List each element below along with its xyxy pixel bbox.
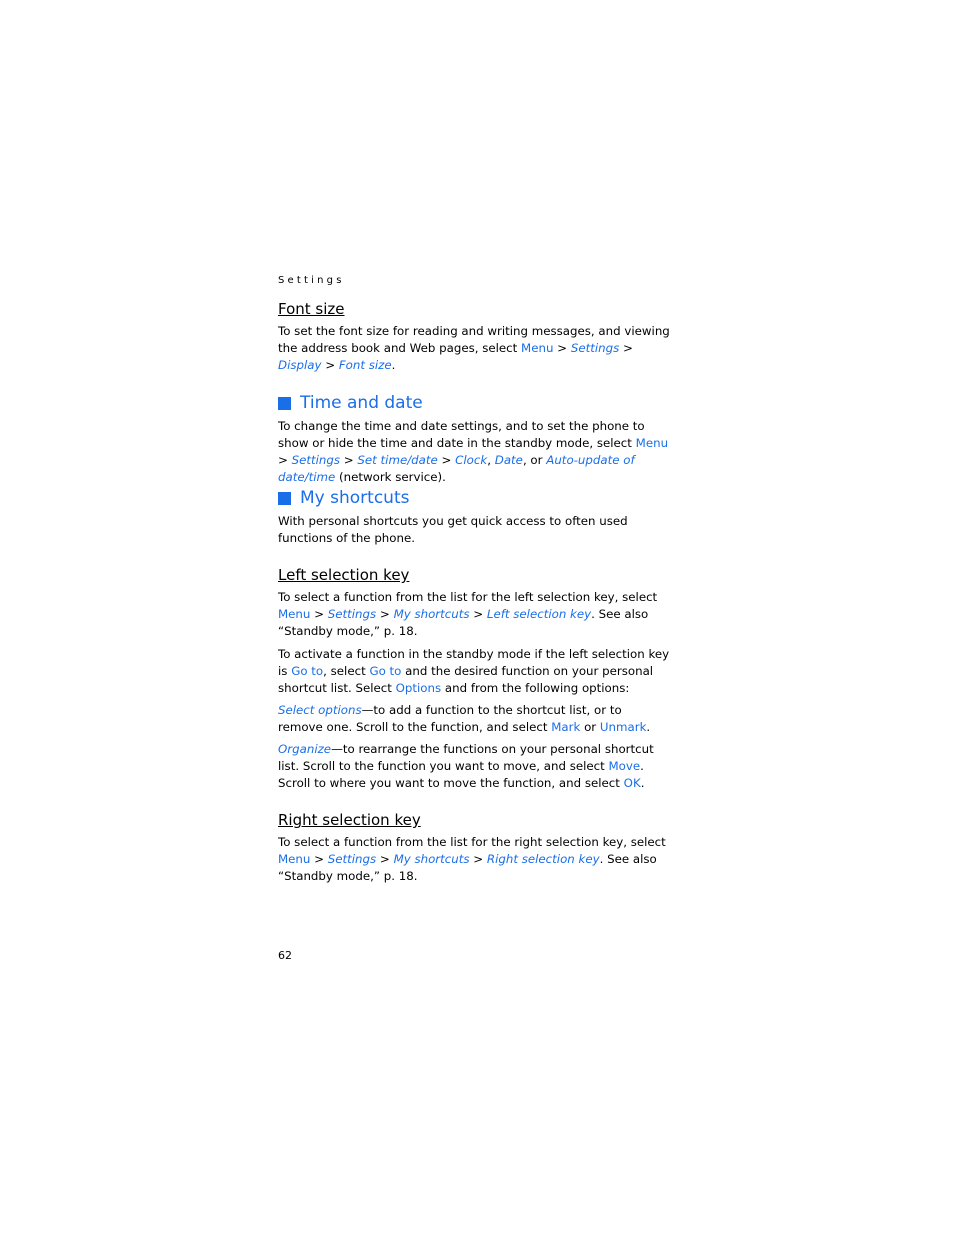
page-number: 62 [278,949,292,962]
my-shortcuts-keyword: My shortcuts [393,607,470,621]
set-time-date-keyword: Set time/date [357,453,438,467]
go-to-keyword: Go to [291,664,324,678]
organize-paragraph: Organize—to rearrange the functions on your personal shortcut list. Scroll to the function you want to move, and select Move. Scroll to where you want to move the function, and select OK. [278,742,654,790]
date-keyword: Date [494,453,523,467]
running-head: Settings [278,275,345,286]
clock-keyword: Clock [455,453,488,467]
left-selection-key-keyword: Left selection key [486,607,592,621]
right-selection-key-heading: Right selection key [278,811,421,829]
right-key-paragraph: To select a function from the list for the right selection key, select Menu > Settings > My shortcuts > Right selection key. See also “Standby mode,” p. 18. [278,835,666,883]
go-to-keyword: Go to [369,664,402,678]
left-selection-key-heading: Left selection key [278,566,410,584]
select-options-keyword: Select options [278,703,362,717]
shortcuts-paragraph: With personal shortcuts you get quick access to often used functions of the phone. [278,514,628,545]
select-options-paragraph: Select options—to add a function to the shortcut list, or to remove one. Scroll to the function, and select Mark or Unmark. [278,703,651,734]
menu-keyword: Menu [278,607,311,621]
font-size-paragraph: To set the font size for reading and writing messages, and viewing the address book and Web pages, select Menu > Settings > Display > Font size. [278,324,670,372]
settings-keyword: Settings [327,607,377,621]
left-key-paragraph: To select a function from the list for the left selection key, select Menu > Settings > My shortcuts > Left selection key. See also “Standby mode,” p. 18. [278,590,658,638]
my-shortcuts-heading: My shortcuts [278,488,409,508]
font-size-keyword: Font size [338,358,392,372]
move-keyword: Move [608,759,641,773]
section-square-icon [278,492,291,505]
settings-keyword: Settings [570,341,620,355]
menu-keyword: Menu [521,341,554,355]
settings-keyword: Settings [291,453,341,467]
ok-keyword: OK [623,776,641,790]
my-shortcuts-keyword: My shortcuts [393,852,470,866]
menu-keyword: Menu [278,852,311,866]
time-date-heading: Time and date [278,393,423,413]
display-keyword: Display [278,358,322,372]
menu-keyword: Menu [635,436,669,450]
section-square-icon [278,397,291,410]
unmark-keyword: Unmark [599,720,647,734]
auto-update-keyword: Auto-update of date/time [278,453,635,484]
left-key-activate-paragraph: To activate a function in the standby mode if the left selection key is Go to, select Go to and the desired function on your personal shortcut list. Select Options and from the following options: [278,647,670,695]
font-size-heading: Font size [278,300,345,318]
right-selection-key-keyword: Right selection key [486,852,600,866]
time-date-paragraph: To change the time and date settings, and to set the phone to show or hide the time and date in the standby mode, select Menu > Settings > Set time/date > Clock, Date, or Auto-update of date/time (network service). [278,419,669,484]
organize-keyword: Organize [278,742,332,756]
options-keyword: Options [395,681,442,695]
settings-keyword: Settings [327,852,377,866]
mark-keyword: Mark [551,720,581,734]
